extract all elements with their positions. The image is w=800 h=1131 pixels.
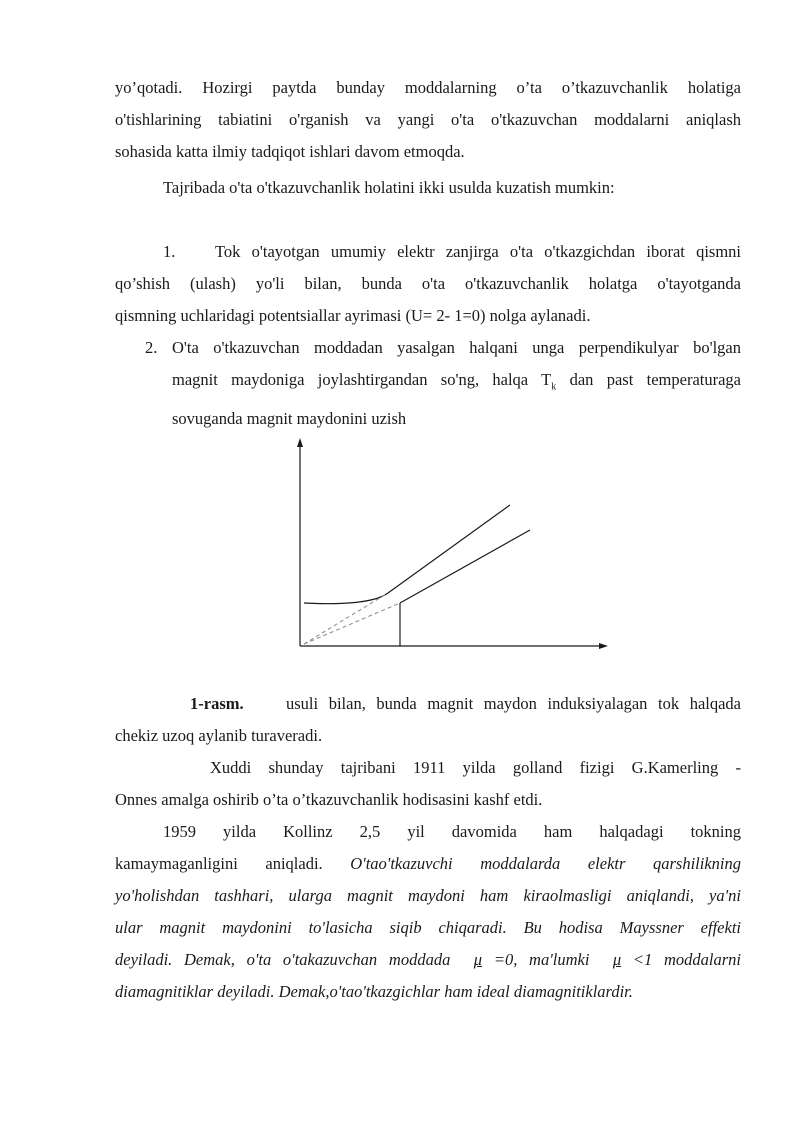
text-line: yo’qotadi. Hozirgi paytda bunday moddalarning o’ta o’tkazuvchanlik holatiga bbox=[115, 78, 741, 97]
text-line: chekiz uzoq aylanib turaveradi. bbox=[115, 726, 323, 745]
figure-graph bbox=[290, 435, 610, 660]
y-axis-arrow bbox=[297, 438, 303, 447]
text-line: yo'holishdan tashhari, ularga magnit maydoni ham kiraolmasligi aniqlandi, ya'ni bbox=[115, 886, 741, 905]
text-line: deyiladi. Demak, o'ta o'takazuvchan moddada μ =0, ma'lumki μ <1 moddalarni bbox=[115, 950, 742, 969]
text-line: o'tishlarining tabiatini o'rganish va yangi o'ta o'tkazuvchan moddalarni aniqlash bbox=[115, 110, 741, 129]
paragraph-history bbox=[115, 752, 741, 816]
list-number: 2. bbox=[145, 338, 158, 357]
list-item-2 bbox=[145, 332, 741, 435]
list-text: Tok o'tayotgan umumiy elektr zanjirga o'ta o'tkazgichdan iborat qismni bbox=[215, 242, 741, 261]
paragraph-methods bbox=[163, 172, 741, 204]
text-line: Xuddi shunday tajribani 1911 yilda golland fizigi G.Kamerling - bbox=[210, 758, 741, 777]
line-lower bbox=[400, 530, 530, 603]
mu-symbol: μ bbox=[473, 950, 483, 969]
text-line bbox=[115, 236, 741, 268]
text-line: Tajribada o'ta o'tkazuvchanlik holatini ikki usulda kuzatish mumkin: bbox=[163, 178, 615, 197]
text-line: Onnes amalga oshirib o’ta o’tkazuvchanlik hodisasini kashf etdi. bbox=[115, 790, 543, 809]
list-item-1 bbox=[115, 236, 741, 332]
text-line: 1959 yilda Kollinz 2,5 yil davomida ham halqadagi tokning bbox=[163, 822, 741, 841]
x-axis-arrow bbox=[599, 643, 608, 649]
text-line: sohasida katta ilmiy tadqiqot ishlari davom etmoqda. bbox=[115, 142, 465, 161]
subscript-k: k bbox=[551, 381, 557, 393]
text-line: sovuganda magnit maydonini uzish bbox=[172, 409, 407, 429]
axes bbox=[297, 438, 608, 649]
text-line: ular magnit maydonini to'lasicha siqib chiqaradi. Bu hodisa Mayssner effekti bbox=[115, 918, 741, 937]
curve-upper bbox=[304, 505, 510, 604]
mu-symbol: μ bbox=[612, 950, 622, 969]
text-line: diamagnitiklar deyiladi. Demak,o'tao'tkazgichlar ham ideal diamagnitiklardir. bbox=[115, 982, 633, 1001]
text-line: qo’shish (ulash) yo'li bilan, bunda o'ta o'tkazuvchanlik holatga o'tayotganda bbox=[115, 274, 741, 293]
paragraph-meissner bbox=[115, 816, 741, 1008]
figure-label: 1-rasm. bbox=[190, 694, 244, 713]
text-line bbox=[145, 332, 741, 364]
paragraph-caption bbox=[115, 688, 741, 752]
text-line: qismning uchlaridagi potentsiallar ayrimasi (U= 2- 1=0) nolga aylanadi. bbox=[115, 306, 591, 325]
paragraph-intro bbox=[115, 72, 741, 168]
list-text: O'ta o'tkazuvchan moddadan yasalgan halqani unga perpendikulyar bo'lgan bbox=[172, 338, 741, 357]
text-line: 1-rasm. usuli bilan, bunda magnit maydon induksiyalagan tok halqada bbox=[190, 694, 741, 713]
text-line: magnit maydoniga joylashtirgandan so'ng, halqa $T_k$ dan past temperaturaga bbox=[172, 370, 741, 393]
dashed-lower bbox=[304, 603, 400, 644]
text-line: kamaymaganligini aniqladi. O'tao'tkazuvchi moddalarda elektr qarshilikning bbox=[115, 854, 742, 873]
dashed-upper bbox=[304, 593, 388, 644]
list-number: 1. bbox=[163, 242, 176, 261]
